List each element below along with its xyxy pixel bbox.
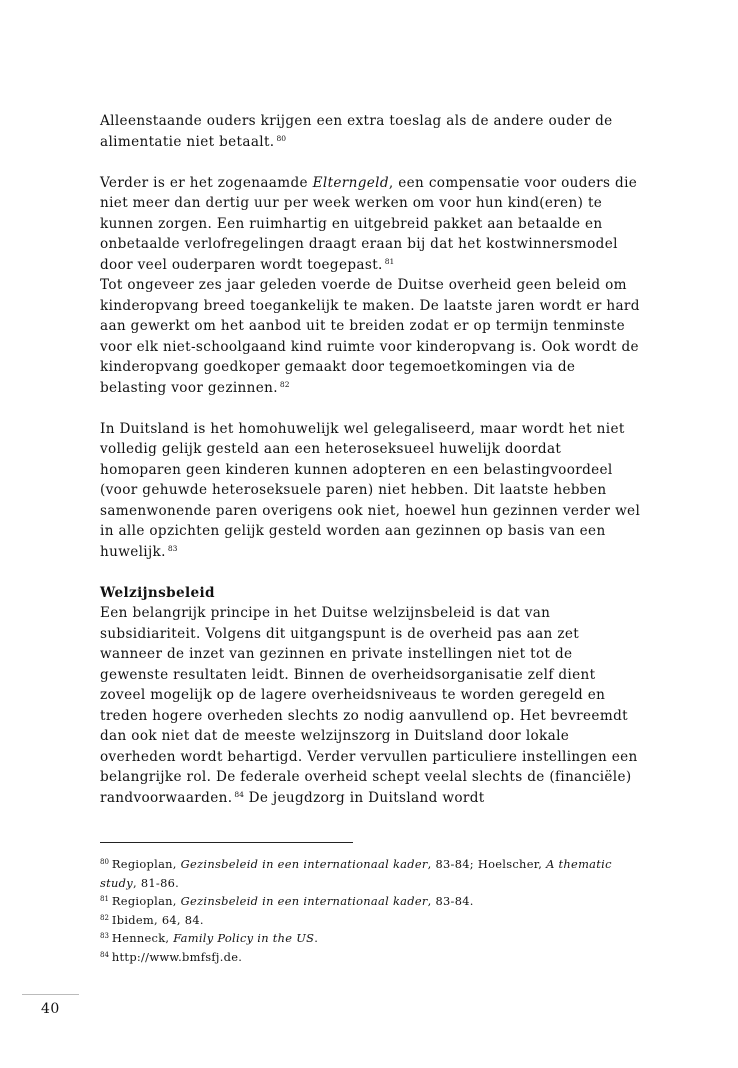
footnote-divider (100, 842, 353, 843)
footnote (100, 948, 640, 967)
footnote: $^{83}$ Henneck, Family Policy in the US. (100, 931, 319, 945)
paragraph: Een belangrijk principe in het Duitse welzijnsbeleid is dat van subsidiariteit. Volgens dit uitgangspunt is de overheid pas aan zet wanneer de inzet van gezinnen en private instellingen niet tot de gewenste resultaten leidt. Binnen de overheidsorganisatie zelf dient zoveel mogelijk op de lagere overheidsniveaus te worden geregeld en treden hogere overheden slechts zo nodig aanvullend op. Het bevreemdt dan ook niet dat de meeste welzijnszorg in Duitsland door lokale overheden wordt behartigd. Verder vervullen particuliere instellingen een belangrijke rol. De federale overheid schept veelal slechts de (financiële) randvoorwaarden. $^{84}$ De jeugdzorg in Duitsland wordt (100, 605, 638, 806)
page-number: 40 (41, 1001, 60, 1017)
paragraph: Verder is er het zogenaamde Elterngeld, een compensatie voor ouders die niet meer dan dertig uur per week werken om voor hun kind(eren) te kunnen zorgen. Een ruimhartig en uitgebreid pakket aan betaalde en onbetaalde verlofregelingen draagt eraan bij dat het kostwinnersmodel door veel ouderparen wordt toegepast. $^{81}$ (100, 174, 638, 273)
paragraph: In Duitsland is het homohuwelijk wel gelegaliseerd, maar wordt het niet volledig gelijk gesteld aan een heteroseksueel huwelijk doordat homoparen geen kinderen kunnen adopteren en een belastingvoordeel (voor gehuwde heteroseksuele paren) niet hebben. Dit laatste hebben samenwonende paren overigens ook niet, hoewel hun gezinnen verder wel in alle opzichten gelijk gesteld worden aan gezinnen op basis van een huwelijk. $^{83}$ (100, 420, 641, 560)
footnote-ref[interactable]: 84 (234, 789, 244, 799)
footnote: $^{82}$ Ibidem, 64, 84. (100, 912, 204, 927)
paragraph: Tot ongeveer zes jaar geleden voerde de Duitse overheid geen beleid om kinderopvang breed toegankelijk te maken. De laatste jaren wordt er hard aan gewerkt om het aanbod uit te breiden zodat er op termijn tenminste voor elk niet-schoolgaand kind ruimte voor kinderopvang is. Ook wordt de kinderopvang goedkoper gemaakt door tegemoetkomingen via de belasting voor gezinnen. $^{82}$ (100, 277, 640, 396)
section-heading: Welzijnsbeleid (100, 584, 215, 601)
footnote-number: 81 (100, 895, 109, 903)
footnote-ref[interactable]: 81 (384, 256, 395, 266)
footnote: $^{81}$ Regioplan, Gezinsbeleid in een internationaal kader, 83-84. (100, 894, 474, 908)
footnotes (100, 855, 640, 966)
emphasis: Elterngeld (312, 174, 389, 191)
footnote-ref[interactable]: 80 (276, 133, 287, 143)
footnote-number: 84 (100, 950, 109, 959)
body-text (100, 111, 645, 808)
footnote: $^{80}$ Regioplan, Gezinsbeleid in een internationaal kader, 83-84; Hoelscher, A thematic study, 81-86. (100, 857, 612, 890)
paragraph: Alleenstaande ouders krijgen een extra toeslag als de andere ouder de alimentatie niet betaalt. $^{80}$ (100, 113, 613, 150)
footnote-ref[interactable]: 82 (279, 379, 290, 389)
footnote-number: 83 (100, 932, 109, 940)
footnote-ref[interactable]: 83 (167, 543, 178, 553)
footnote-number: 80 (100, 858, 109, 866)
footnote-number: 82 (100, 913, 109, 922)
page-number-divider (22, 994, 79, 995)
footnote-link[interactable]: http://www.bmfsfj.de. (111, 949, 243, 964)
